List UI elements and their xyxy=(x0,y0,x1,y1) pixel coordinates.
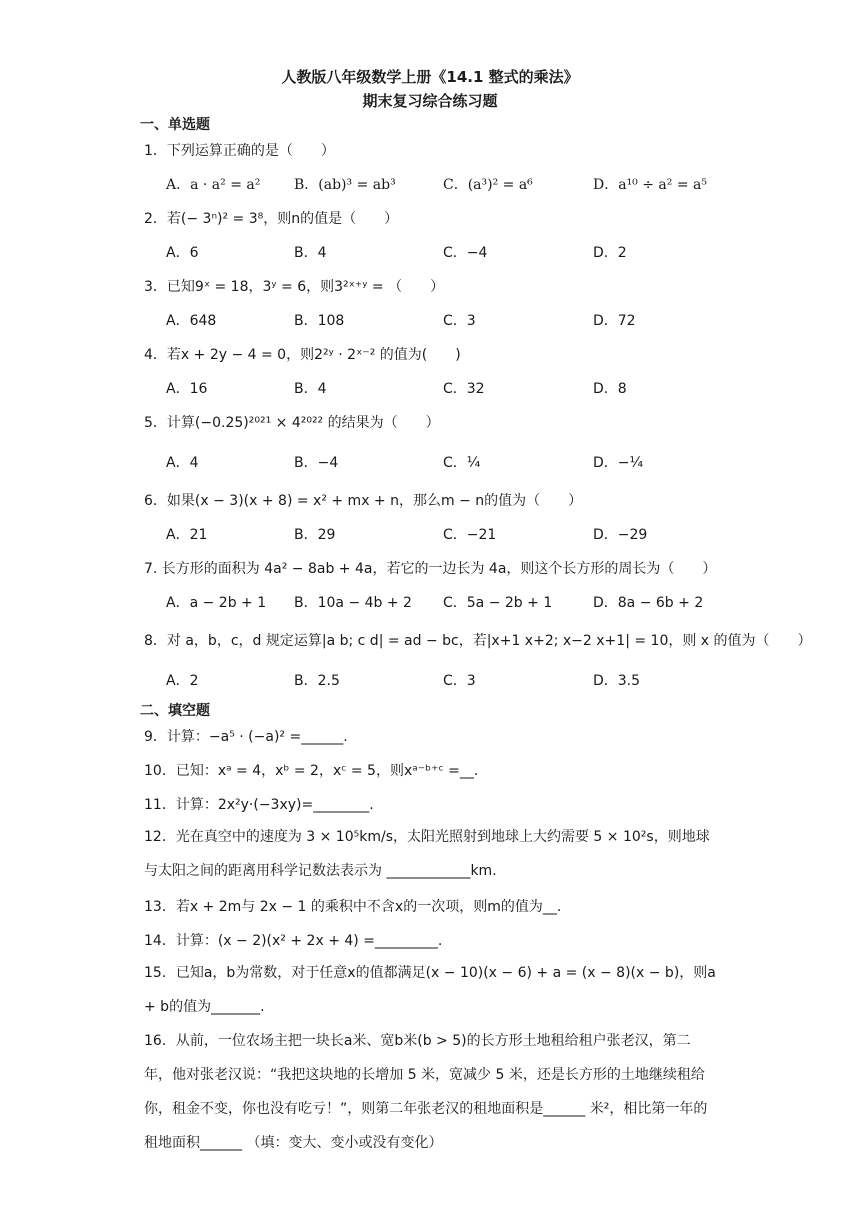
option-c: C．32 xyxy=(443,381,485,397)
question-4: 4．若x + 2y − 4 = 0，则2²ʸ · 2ˣ⁻² 的值为( ) xyxy=(144,347,461,363)
option-c: C．−21 xyxy=(443,527,497,543)
option-b: B．108 xyxy=(294,313,345,329)
option-a: A．21 xyxy=(166,527,208,543)
option-a: A．648 xyxy=(166,313,217,329)
question-14: 14．计算：(x − 2)(x² + 2x + 4) =_________. xyxy=(144,933,443,949)
question-6: 6．如果(x − 3)(x + 8) = x² + mx + n，那么m − n的值为（ ） xyxy=(144,493,583,509)
options-7 xyxy=(166,592,726,612)
options-2 xyxy=(166,242,726,262)
option-b: B．2.5 xyxy=(294,673,340,689)
question-8: 8．对 a，b，c，d 规定运算|a b; c d| = ad − bc，若|x+1 x+2; x−2 x+1| = 10，则 x 的值为（ ） xyxy=(144,633,812,649)
option-a: A．6 xyxy=(166,245,199,261)
option-d: D．−29 xyxy=(593,527,648,543)
option-c: C．5a − 2b + 1 xyxy=(443,595,553,611)
option-b: B．−4 xyxy=(294,455,339,471)
option-c: C．3 xyxy=(443,313,476,329)
option-c: C．(a³)² = a⁶ xyxy=(443,177,533,193)
option-d: D．a¹⁰ ÷ a² = a⁵ xyxy=(593,177,707,193)
option-d: D．3.5 xyxy=(593,673,641,689)
section-heading-fill-in: 二、填空题 xyxy=(140,703,210,719)
options-5 xyxy=(166,452,726,472)
option-d: D．72 xyxy=(593,313,636,329)
question-1: 1．下列运算正确的是（ ） xyxy=(144,143,335,159)
options-1 xyxy=(166,174,726,194)
options-8 xyxy=(166,670,726,690)
document-title: 人教版八年级数学上册《14.1 整式的乘法》 xyxy=(281,68,579,86)
section-heading-multiple-choice: 一、单选题 xyxy=(140,117,210,133)
option-d: D．8a − 6b + 2 xyxy=(593,595,704,611)
option-a: A．a − 2b + 1 xyxy=(166,595,267,611)
option-a: A．a · a² = a² xyxy=(166,177,261,193)
option-b: B．4 xyxy=(294,381,327,397)
question-12: 12．光在真空中的速度为 3 × 10⁵km/s，太阳光照射到地球上大约需要 5 × 10²s，则地球与太阳之间的距离用科学记数法表示为 ____________km. xyxy=(144,829,710,879)
option-a: A．2 xyxy=(166,673,199,689)
options-4 xyxy=(166,378,726,398)
option-b: B．29 xyxy=(294,527,336,543)
option-c: C．¼ xyxy=(443,455,481,471)
question-15: 15．已知a，b为常数，对于任意x的值都满足(x − 10)(x − 6) + a = (x − 8)(x − b)，则a + b的值为_______. xyxy=(144,965,716,1015)
option-c: C．3 xyxy=(443,673,476,689)
option-c: C．−4 xyxy=(443,245,488,261)
option-d: D．−¼ xyxy=(593,455,644,471)
question-3: 3．已知9ˣ = 18，3ʸ = 6，则3²ˣ⁺ʸ = （ ） xyxy=(144,279,445,295)
question-10: 10．已知：xᵃ = 4，xᵇ = 2，xᶜ = 5，则xᵃ⁻ᵇ⁺ᶜ =__. xyxy=(144,763,479,779)
question-11: 11．计算：2x²y·(−3xy)=________. xyxy=(144,797,374,813)
question-5: 5．计算(−0.25)²⁰²¹ × 4²⁰²² 的结果为（ ） xyxy=(144,415,440,431)
question-13: 13．若x + 2m与 2x − 1 的乘积中不含x的一次项，则m的值为__. xyxy=(144,899,562,915)
question-2: 2．若(− 3ⁿ)² = 3⁸，则n的值是（ ） xyxy=(144,211,399,227)
question-7: 7. 长方形的面积为 4a² − 8ab + 4a，若它的一边长为 4a，则这个长方形的周长为（ ） xyxy=(144,561,717,577)
option-d: D．8 xyxy=(593,381,627,397)
option-a: A．16 xyxy=(166,381,208,397)
option-d: D．2 xyxy=(593,245,627,261)
document-subtitle: 期末复习综合练习题 xyxy=(362,92,498,110)
options-6 xyxy=(166,524,726,544)
option-b: B．10a − 4b + 2 xyxy=(294,595,412,611)
options-3 xyxy=(166,310,726,330)
question-16: 16．从前，一位农场主把一块长a米、宽b米(b > 5)的长方形土地租给租户张老汉，第二年，他对张老汉说：“我把这块地的长增加 5 米，宽减少 5 米，还是长方形的土地继续租给你，租金不变，你也没有吃亏！”，则第二年张老汉的租地面积是______ 米²，相比第一年的租地面积______ （填：变大、变小或没有变化） xyxy=(144,1033,708,1151)
option-a: A．4 xyxy=(166,455,199,471)
question-9: 9．计算：−a⁵ · (−a)² =______. xyxy=(144,729,348,745)
option-b: B．4 xyxy=(294,245,327,261)
option-b: B．(ab)³ = ab³ xyxy=(294,177,396,193)
